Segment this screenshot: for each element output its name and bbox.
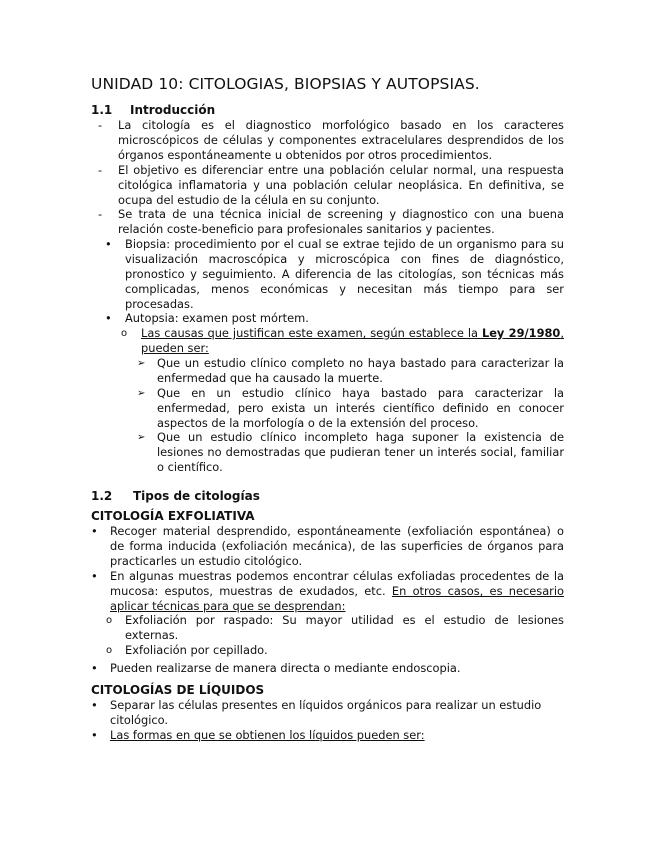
item-text: En algunas muestras podemos encontrar células exfoliadas procedentes de la mucosa: esputos, muestras de exudados, etc. [110, 569, 564, 598]
bullet-marker: • [91, 569, 98, 583]
list-item: Pueden realizarse de manera directa o mediante endoscopia. [110, 661, 461, 675]
section-heading-tipos [91, 489, 260, 503]
list-item: Que en un estudio clínico haya bastado para caracterizar la enfermedad, pero exista un interés científico definido en conocer aspectos de la morfología o de la extensión del proceso. [157, 386, 564, 430]
section-title: Tipos de citologías [133, 489, 260, 503]
list-item: Que un estudio clínico completo no haya bastado para caracterizar la enfermedad que ha causado la muerte. [157, 356, 564, 385]
circle-marker: o [106, 615, 113, 626]
arrow-marker: ➢ [137, 388, 146, 399]
subheading-liquidos: CITOLOGÍAS DE LÍQUIDOS [91, 683, 265, 697]
list-item: Se trata de una técnica inicial de screening y diagnostico con una buena relación coste-beneficio para profesionales sanitarios y pacientes. [118, 207, 564, 236]
list-item: Exfoliación por raspado: Su mayor utilidad es el estudio de lesiones externas. [125, 613, 564, 642]
list-item: Recoger material desprendido, espontáneamente (exfoliación espontánea) o de forma inducida (exfoliación mecánica), de las superficies de órganos para practicarles un estudio citológico. [110, 524, 564, 568]
dash-marker: - [98, 163, 103, 177]
causas-text: Las causas que justifican este examen, según establece la [141, 326, 482, 340]
circle-marker: o [121, 328, 128, 339]
list-item: Que un estudio clínico incompleto haga suponer la existencia de lesiones no demostradas que pudieran tener un interés social, familiar o científico. [157, 430, 564, 474]
list-item-biopsia: Biopsia: procedimiento por el cual se extrae tejido de un organismo para su visualización macroscópica y microscópica con fines de diagnóstico, pronostico y seguimiento. A diferencia de las citologías, son técnicas más complicadas, menos económicas y necesitan más tiempo para ser procesadas. [125, 237, 564, 311]
section-heading-introduccion [91, 103, 215, 117]
arrow-marker: ➢ [137, 358, 146, 369]
list-item: La citología es el diagnostico morfológico basado en los caracteres microscópicos de células y componentes extracelulares desprendidos de los órganos espontáneamente u obtenidos por otros procedimientos. [118, 118, 564, 162]
subheading-exfoliativa: CITOLOGÍA EXFOLIATIVA [91, 509, 255, 523]
law-reference: Ley 29/1980 [481, 326, 561, 340]
section-number: 1.1 [91, 103, 113, 117]
item-text-underlined: En otros casos, es necesario aplicar técnicas para que se desprendan: [110, 584, 564, 613]
list-item-causas [141, 326, 564, 356]
list-item: Exfoliación por cepillado. [125, 643, 268, 657]
list-item [110, 569, 564, 614]
bullet-marker: • [91, 524, 98, 538]
list-item-autopsia: Autopsia: examen post mórtem. [125, 311, 309, 325]
bullet-marker: • [91, 661, 98, 675]
dash-marker: - [98, 118, 103, 132]
page-title: UNIDAD 10: CITOLOGIAS, BIOPSIAS Y AUTOPSIAS. [91, 75, 480, 93]
arrow-marker: ➢ [137, 432, 146, 443]
bullet-marker: • [91, 698, 98, 712]
bullet-marker: • [105, 237, 112, 251]
bullet-marker: • [105, 311, 112, 325]
section-title: Introducción [130, 103, 216, 117]
list-item: Las formas en que se obtienen los líquidos pueden ser: [110, 728, 425, 742]
bullet-marker: • [91, 728, 98, 742]
section-number: 1.2 [91, 489, 113, 503]
dash-marker: - [98, 207, 103, 221]
list-item: Separar las células presentes en líquidos orgánicos para realizar un estudio citológico. [110, 698, 542, 727]
causas-text-end: , pueden ser: [141, 326, 564, 355]
list-item: El objetivo es diferenciar entre una población celular normal, una respuesta citológica inflamatoria y una población celular neoplásica. En definitiva, se ocupa del estudio de la célula en su conjunto. [118, 163, 564, 207]
circle-marker: o [106, 645, 113, 656]
